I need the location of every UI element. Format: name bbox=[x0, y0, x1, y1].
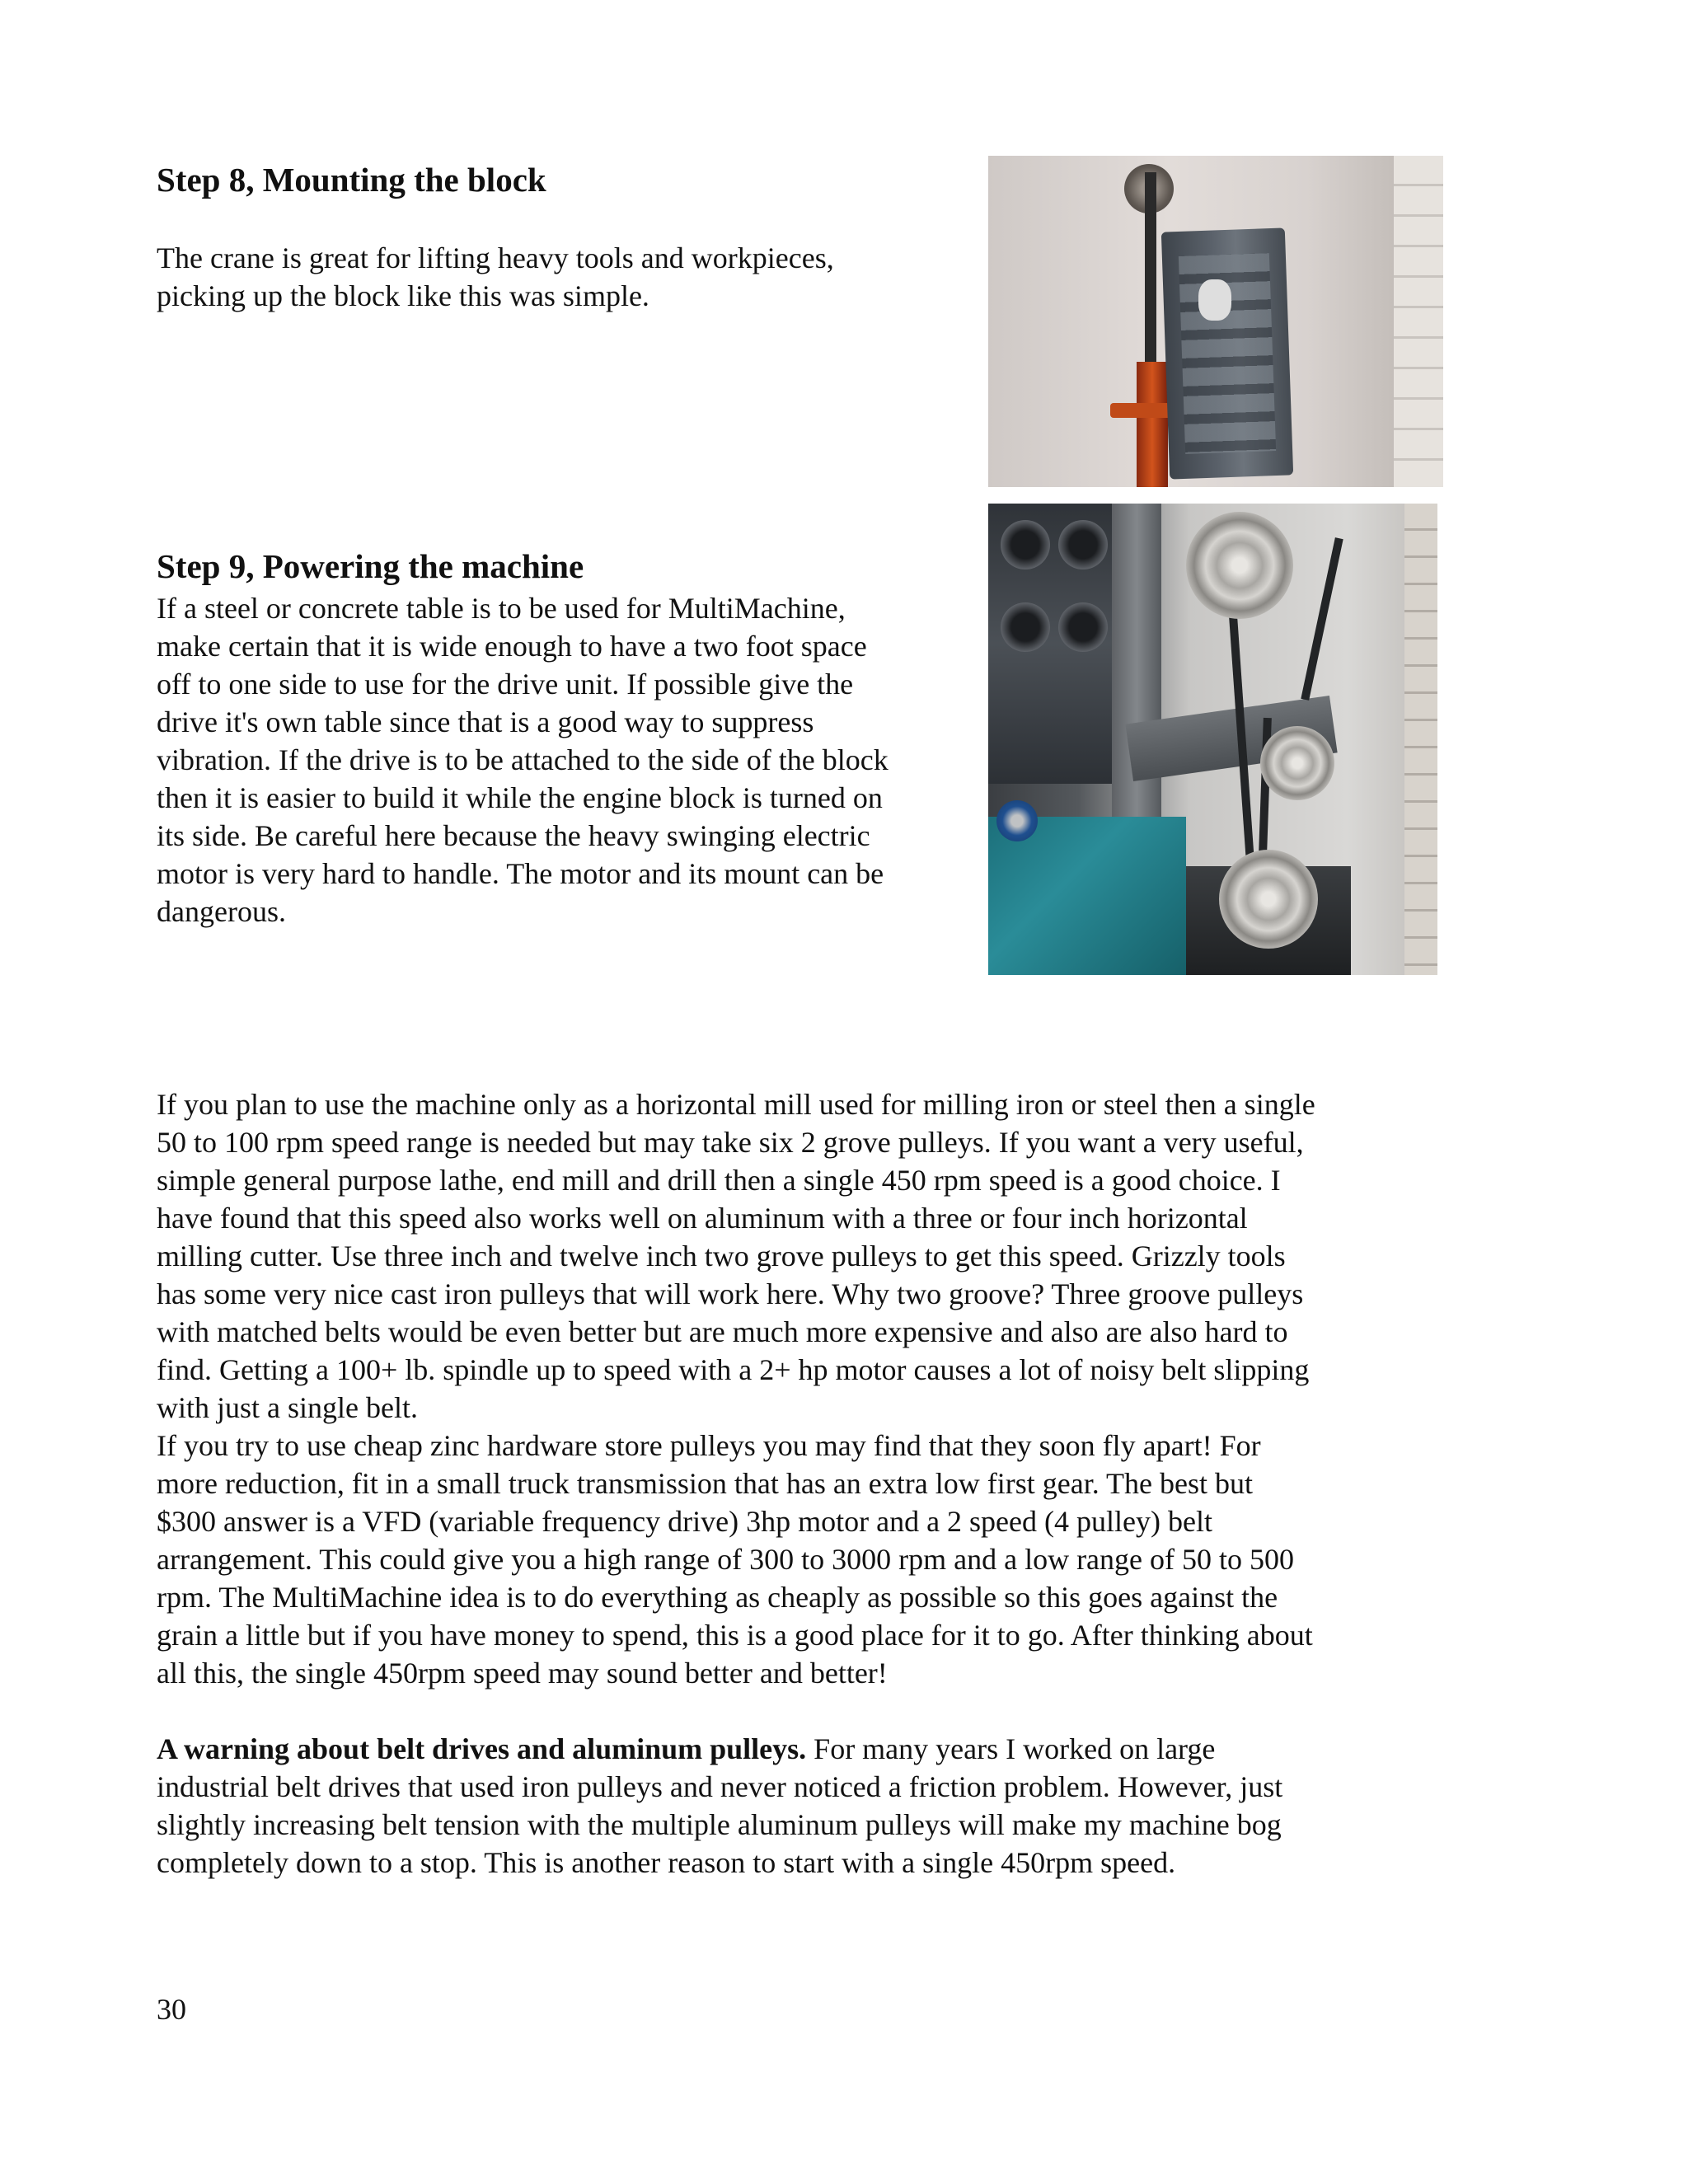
text-line: If you try to use cheap zinc hardware store pulleys you may find that they soon fly apart! For bbox=[157, 1429, 1261, 1462]
text-line: find. Getting a 100+ lb. spindle up to speed with a 2+ hp motor causes a lot of noisy belt slipping bbox=[157, 1353, 1310, 1386]
text-line: make certain that it is wide enough to have a two foot space bbox=[157, 630, 867, 663]
crane-lifting-block-photo bbox=[988, 156, 1443, 487]
text-line: its side. Be careful here because the heavy swinging electric bbox=[157, 819, 870, 852]
text-line: completely down to a stop. This is another reason to start with a single 450rpm speed. bbox=[157, 1846, 1176, 1879]
drive-pulleys-photo bbox=[988, 504, 1437, 975]
page-number: 30 bbox=[157, 1993, 186, 2026]
text-line: dangerous. bbox=[157, 895, 286, 928]
text-line: $300 answer is a VFD (variable frequency drive) 3hp motor and a 2 speed (4 pulley) belt bbox=[157, 1505, 1212, 1538]
step9-paragraph bbox=[157, 589, 889, 930]
text-line: If you plan to use the machine only as a horizontal mill used for milling iron or steel then a single bbox=[157, 1088, 1315, 1121]
text-line: rpm. The MultiMachine idea is to do everything as cheaply as possible so this goes against the bbox=[157, 1581, 1278, 1614]
speed-range-paragraph bbox=[157, 1085, 1315, 1692]
text-line: all this, the single 450rpm speed may sound better and better! bbox=[157, 1657, 888, 1690]
text-line bbox=[157, 1730, 1282, 1768]
text-line: arrangement. This could give you a high range of 300 to 3000 rpm and a low range of 50 to 500 bbox=[157, 1543, 1295, 1576]
text-line: industrial belt drives that used iron pulleys and never noticed a friction problem. However, just bbox=[157, 1770, 1283, 1803]
step8-paragraph bbox=[157, 239, 834, 315]
text-line: grain a little but if you have money to spend, this is a good place for it to go. After thinking about bbox=[157, 1619, 1313, 1652]
text-line: off to one side to use for the drive unit. If possible give the bbox=[157, 668, 854, 701]
text-line: simple general purpose lathe, end mill and drill then a single 450 rpm speed is a good choice. I bbox=[157, 1164, 1281, 1197]
warning-lead: A warning about belt drives and aluminum pulleys. bbox=[157, 1732, 807, 1765]
text-line: If a steel or concrete table is to be used for MultiMachine, bbox=[157, 592, 846, 625]
text-line: The crane is great for lifting heavy tools and workpieces, bbox=[157, 241, 834, 274]
text-line: drive it's own table since that is a good way to suppress bbox=[157, 705, 814, 738]
text-line: milling cutter. Use three inch and twelve inch two grove pulleys to get this speed. Grizzly tools bbox=[157, 1240, 1286, 1272]
warning-first-line-rest: For many years I worked on large bbox=[806, 1732, 1216, 1765]
text-line: slightly increasing belt tension with the multiple aluminum pulleys will make my machine bog bbox=[157, 1808, 1282, 1841]
text-line: 50 to 100 rpm speed range is needed but may take six 2 grove pulleys. If you want a very useful, bbox=[157, 1126, 1304, 1159]
text-line: has some very nice cast iron pulleys that will work here. Why two groove? Three groove pulleys bbox=[157, 1277, 1304, 1310]
warning-paragraph bbox=[157, 1730, 1282, 1882]
text-line: then it is easier to build it while the engine block is turned on bbox=[157, 781, 883, 814]
text-line: motor is very hard to handle. The motor and its mount can be bbox=[157, 857, 884, 890]
text-line: picking up the block like this was simple. bbox=[157, 279, 649, 312]
text-line: have found that this speed also works well on aluminum with a three or four inch horizontal bbox=[157, 1202, 1248, 1235]
text-line: with matched belts would be even better but are much more expensive and also are also hard to bbox=[157, 1315, 1288, 1348]
step9-heading: Step 9, Powering the machine bbox=[157, 547, 584, 585]
text-line: more reduction, fit in a small truck transmission that has an extra low first gear. The best but bbox=[157, 1467, 1254, 1500]
step8-heading: Step 8, Mounting the block bbox=[157, 161, 546, 199]
text-line: with just a single belt. bbox=[157, 1391, 418, 1424]
text-line: vibration. If the drive is to be attached to the side of the block bbox=[157, 743, 889, 776]
